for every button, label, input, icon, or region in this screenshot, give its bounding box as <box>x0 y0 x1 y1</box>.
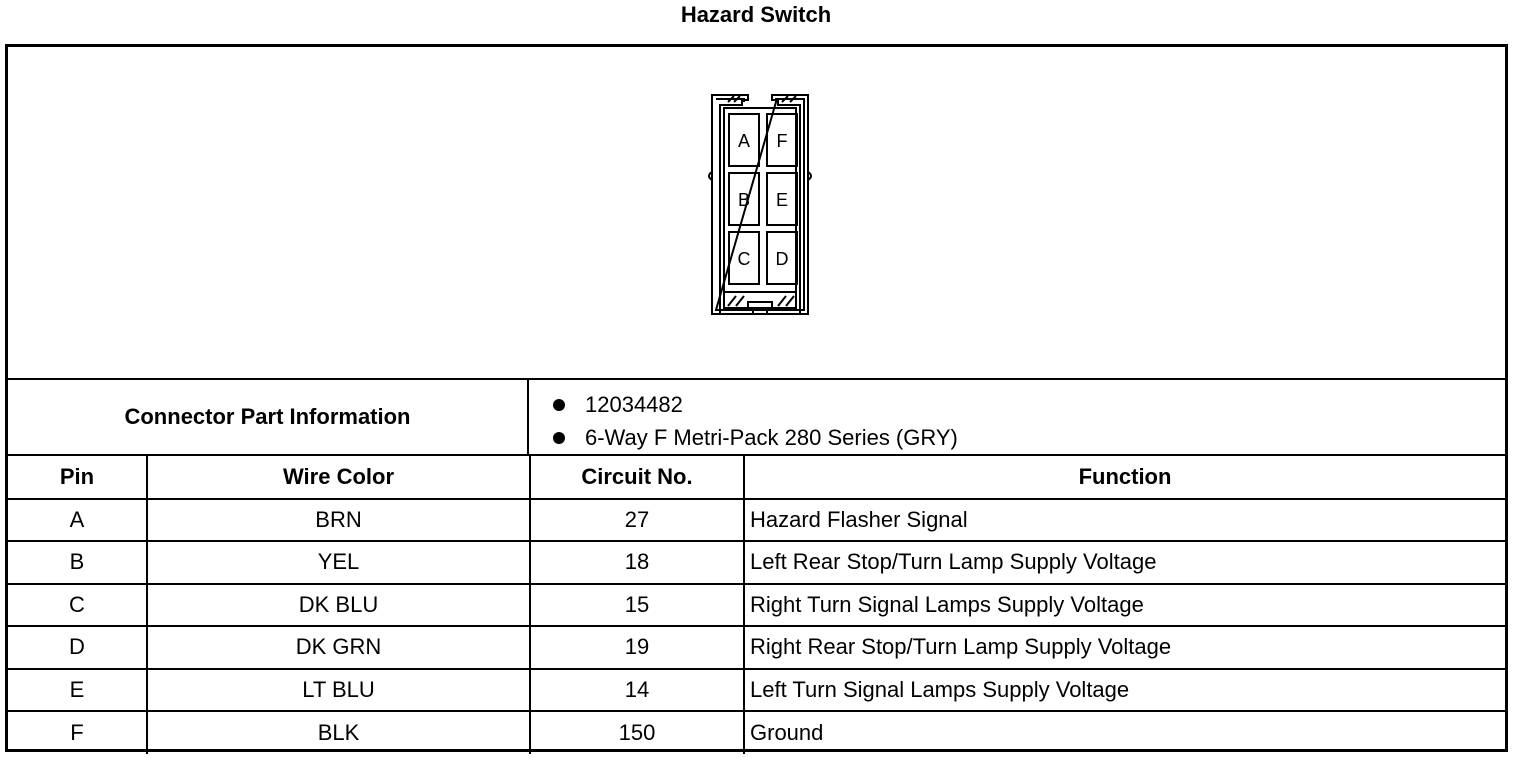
wire-color-cell: BLK <box>147 711 530 754</box>
pin-cell: D <box>8 626 147 669</box>
circuit-cell: 150 <box>530 711 744 754</box>
wire-color-cell: LT BLU <box>147 669 530 712</box>
connector-table-frame <box>5 44 1508 752</box>
table-row <box>8 584 1505 627</box>
connector-part-info-label: Connector Part Information <box>8 380 529 454</box>
pin-cell: A <box>8 499 147 542</box>
pin-label: C <box>737 249 751 269</box>
bullet-icon <box>553 399 565 411</box>
wire-color-cell: YEL <box>147 541 530 584</box>
list-item <box>553 421 958 454</box>
circuit-cell: 27 <box>530 499 744 542</box>
circuit-cell: 14 <box>530 669 744 712</box>
column-header-circuit: Circuit No. <box>530 456 744 499</box>
wire-color-cell: DK BLU <box>147 584 530 627</box>
pin-label: E <box>775 190 789 210</box>
connector-face-diagram <box>698 92 828 322</box>
pin-label: F <box>776 131 788 151</box>
pin-cell: F <box>8 711 147 754</box>
pin-cell: E <box>8 669 147 712</box>
table-row <box>8 711 1505 754</box>
table-row <box>8 669 1505 712</box>
connector-part-info-list <box>553 388 958 454</box>
table-row <box>8 541 1505 584</box>
function-cell: Left Rear Stop/Turn Lamp Supply Voltage <box>744 541 1505 584</box>
bullet-icon <box>553 432 565 444</box>
table-row <box>8 626 1505 669</box>
part-number: 12034482 <box>585 392 683 417</box>
circuit-cell: 18 <box>530 541 744 584</box>
page-title: Hazard Switch <box>680 2 832 27</box>
pin-cell: B <box>8 541 147 584</box>
pin-label: D <box>775 249 789 269</box>
pin-label: A <box>737 131 751 151</box>
column-header-function: Function <box>744 456 1505 499</box>
function-cell: Hazard Flasher Signal <box>744 499 1505 542</box>
function-cell: Left Turn Signal Lamps Supply Voltage <box>744 669 1505 712</box>
pin-cell: C <box>8 584 147 627</box>
function-cell: Right Turn Signal Lamps Supply Voltage <box>744 584 1505 627</box>
wire-color-cell: DK GRN <box>147 626 530 669</box>
circuit-cell: 19 <box>530 626 744 669</box>
function-cell: Ground <box>750 719 824 745</box>
pin-label: B <box>737 190 751 210</box>
connector-diagram-area <box>8 47 1505 380</box>
wire-color-cell: BRN <box>147 499 530 542</box>
table-row <box>8 499 1505 542</box>
function-cell: Right Rear Stop/Turn Lamp Supply Voltage <box>744 626 1505 669</box>
column-header-pin: Pin <box>8 456 147 499</box>
circuit-cell: 15 <box>530 584 744 627</box>
connector-part-info-row <box>8 380 1505 456</box>
table-header-row <box>8 456 1505 499</box>
connector-description: 6-Way F Metri-Pack 280 Series (GRY) <box>585 425 958 450</box>
column-header-wire-color: Wire Color <box>147 456 530 499</box>
pin-table <box>8 456 1505 754</box>
list-item <box>553 388 958 421</box>
